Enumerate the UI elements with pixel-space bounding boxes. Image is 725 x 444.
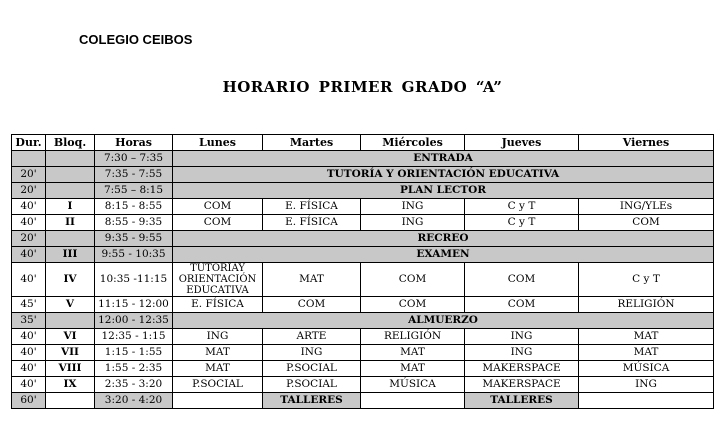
cell-martes: COM [263,297,361,313]
cell-lunes: TUTORÍAY ORIENTACIÓN EDUCATIVA [173,263,263,297]
cell-lunes: MAT [173,345,263,361]
cell-horas: 9:35 - 9:55 [95,231,173,247]
cell-bloq: VI [46,329,95,345]
cell-miercoles: ING [361,199,465,215]
cell-miercoles: MÚSICA [361,377,465,393]
cell-jueves: MAKERSPACE [465,361,579,377]
cell-jueves: ING [465,345,579,361]
cell-dur: 40' [12,345,46,361]
cell-dur: 20' [12,167,46,183]
header-lunes: Lunes [173,135,263,151]
cell-horas: 8:15 - 8:55 [95,199,173,215]
cell-viernes: MÚSICA [579,361,714,377]
cell-horas: 12:35 - 1:15 [95,329,173,345]
cell-span: RECREO [173,231,714,247]
cell-horas: 3:20 - 4:20 [95,393,173,409]
cell-martes: E. FÍSICA [263,199,361,215]
header-miercoles: Miércoles [361,135,465,151]
page-title: HORARIO PRIMER GRADO “A” [222,78,503,96]
cell-jueves: MAKERSPACE [465,377,579,393]
table-row [12,183,714,199]
cell-jueves: C y T [465,215,579,231]
cell-viernes [579,393,714,409]
cell-lunes: ING [173,329,263,345]
cell-horas: 1:55 - 2:35 [95,361,173,377]
header-row [12,135,714,151]
cell-bloq: I [46,199,95,215]
cell-martes: ING [263,345,361,361]
school-name: COLEGIO CEIBOS [79,32,193,47]
header-dur: Dur. [12,135,46,151]
cell-span: EXAMEN [173,247,714,263]
cell-span: ALMUERZO [173,313,714,329]
header-martes: Martes [263,135,361,151]
cell-dur: 35' [12,313,46,329]
cell-jueves: ING [465,329,579,345]
cell-horas: 2:35 - 3:20 [95,377,173,393]
header-horas: Horas [95,135,173,151]
cell-bloq [46,231,95,247]
table-row [12,393,714,409]
cell-lunes: COM [173,199,263,215]
cell-bloq [46,393,95,409]
cell-jueves: TALLERES [465,393,579,409]
cell-dur: 20' [12,183,46,199]
cell-lunes: MAT [173,361,263,377]
cell-dur [12,151,46,167]
cell-horas: 8:55 - 9:35 [95,215,173,231]
cell-viernes: MAT [579,345,714,361]
table-row [12,167,714,183]
table-row [12,297,714,313]
cell-horas: 7:55 – 8:15 [95,183,173,199]
cell-dur: 40' [12,329,46,345]
cell-dur: 45' [12,297,46,313]
cell-span: PLAN LECTOR [173,183,714,199]
cell-dur: 40' [12,247,46,263]
cell-horas: 7:35 - 7:55 [95,167,173,183]
cell-martes: MAT [263,263,361,297]
cell-dur: 40' [12,361,46,377]
cell-dur: 20' [12,231,46,247]
cell-miercoles [361,393,465,409]
cell-bloq: VIII [46,361,95,377]
cell-bloq [46,151,95,167]
cell-bloq: IV [46,263,95,297]
cell-martes: ARTE [263,329,361,345]
cell-miercoles: MAT [361,361,465,377]
cell-dur: 40' [12,263,46,297]
cell-span: TUTORÍA Y ORIENTACIÓN EDUCATIVA [173,167,714,183]
cell-miercoles: COM [361,297,465,313]
cell-viernes: COM [579,215,714,231]
cell-horas: 10:35 -11:15 [95,263,173,297]
cell-jueves: COM [465,263,579,297]
cell-horas: 9:55 - 10:35 [95,247,173,263]
cell-martes: E. FÍSICA [263,215,361,231]
cell-bloq [46,183,95,199]
table-row [12,263,714,297]
header-viernes: Viernes [579,135,714,151]
cell-horas: 11:15 - 12:00 [95,297,173,313]
cell-viernes: MAT [579,329,714,345]
cell-bloq: III [46,247,95,263]
cell-bloq: VII [46,345,95,361]
cell-miercoles: ING [361,215,465,231]
table-row [12,329,714,345]
table-row [12,215,714,231]
cell-lunes [173,393,263,409]
cell-horas: 7:30 – 7:35 [95,151,173,167]
header-bloq: Bloq. [46,135,95,151]
cell-martes: P.SOCIAL [263,361,361,377]
cell-lunes: COM [173,215,263,231]
cell-viernes: C y T [579,263,714,297]
table-row [12,199,714,215]
cell-jueves: COM [465,297,579,313]
cell-viernes: RELIGIÓN [579,297,714,313]
cell-viernes: ING [579,377,714,393]
cell-miercoles: MAT [361,345,465,361]
table-row [12,377,714,393]
cell-bloq: II [46,215,95,231]
cell-viernes: ING/YLEs [579,199,714,215]
schedule-table [11,134,714,409]
table-row [12,313,714,329]
table-row [12,345,714,361]
cell-bloq: V [46,297,95,313]
cell-span: ENTRADA [173,151,714,167]
cell-martes: TALLERES [263,393,361,409]
cell-bloq: IX [46,377,95,393]
cell-bloq [46,313,95,329]
cell-bloq [46,167,95,183]
cell-dur: 60' [12,393,46,409]
cell-miercoles: RELIGIÓN [361,329,465,345]
cell-jueves: C y T [465,199,579,215]
cell-martes: P.SOCIAL [263,377,361,393]
table-row [12,231,714,247]
cell-dur: 40' [12,199,46,215]
cell-dur: 40' [12,377,46,393]
table-row [12,247,714,263]
cell-dur: 40' [12,215,46,231]
table-row [12,361,714,377]
cell-horas: 1:15 - 1:55 [95,345,173,361]
table-row [12,151,714,167]
header-jueves: Jueves [465,135,579,151]
cell-lunes: P.SOCIAL [173,377,263,393]
cell-miercoles: COM [361,263,465,297]
cell-horas: 12:00 - 12:35 [95,313,173,329]
cell-lunes: E. FÍSICA [173,297,263,313]
